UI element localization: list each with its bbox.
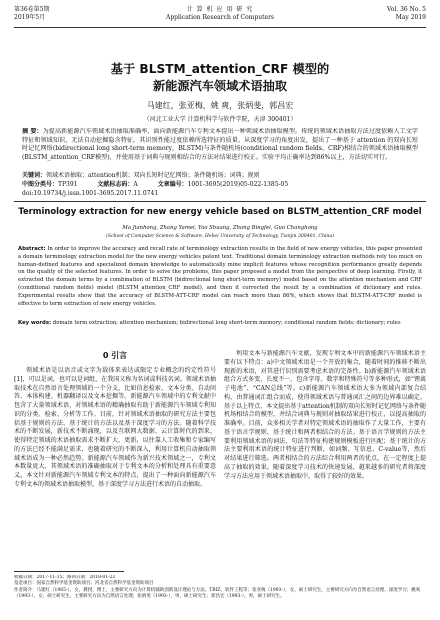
running-header — [14, 6, 426, 28]
english-abstract — [18, 246, 422, 318]
intro-paragraph: 领域术语是以语音或文字为载体来表达或限定专业概念的约定性符号[1]，可以是词，也可以是词组，在我国又称为名词或科技名词。领域术语抽取技术在自然语言处理领域的一个分支，比如信息检索、文本分类、自动问答、本体构建、机器翻译以及文本挖掘等。新能源汽车领域中的专利文献中包含了大量领域术语，对领域术语的精确抽取有助于新能源汽车领域专利知识的分类、检索、分析等工作。目前，针对领域术语抽取的研究方法主要包括基于规则的方法、基于统计的方法以及基于深度学习的方法。随着科学技术的不断发展，新技术不断涌现，以及互联网大数据、云计算时代的到来，使得特定领域的术语抽取需求不断扩大，更新，以往靠人工收集和专家编写的方法已经不能满足需求，也随着研究的不断深入，利用计算机自动抽取领域术语成为一种必然趋势。新能源汽车领域作为新兴技术领域之一，专利文本数量庞大，其领域术语的准确抽取对于专利文本的分析和处理具有重要意义。本文针对新能源汽车领域专利文本的特点，提出了一种面向新能源汽车专利文本的领域术语抽取模型，基于深度学习方法进行术语的自动抽取。 — [14, 367, 216, 488]
header-date-cn: 2019年5月 — [14, 13, 46, 21]
doi-label: doi: — [22, 190, 34, 197]
divider-rule — [14, 201, 426, 202]
english-authors: Ma Jianhong, Zhang Yamei, Yao Shuang, Zhang Bingfei, Guo Changhong — [122, 225, 318, 231]
keywords-cn — [22, 172, 418, 180]
intro-paragraph-continued: 利用文本与新能源汽车文献，发现专利文本中的新能源汽车领域术语主要有以下特点：a)中文领域术语是一个开放的集合，随着时间的推移不断出现新的术语，对其进行识别需要考虑术语的完备性。b)新能源汽车领域术语组合方式多变，长度不一，包含字母、数字和特殊符号等多种形式，如“锂离子电池”、“CAN总线”等。c)新能源汽车领域术语大多为领域内部复合结构，由普通词汇组合而成，使得领域术语与普通词汇之间的边界难以确定。基于以上特点，本文提出基于attention机制的双向长短时记忆网络与条件随机场相结合的模型，并结合词典与规则对抽取结果进行校正，以提高抽取的准确率。目前，众多相关学者对特定领域术语的抽取作了大量工作，主要有基于语言学规则、基于统计和两者相结合的方法。基于语言学规则的方法主要利用领域术语的词法、句法等特征构建规则模板进行匹配；基于统计的方法主要利用术语的统计特征进行判断，如词频、互信息、C-value等，然后对结果进行筛选。两者相结合的方法综合利用两者的优点，在一定程度上提高了抽取的效果。随着深度学习技术的快速发展，越来越多的研究者将深度学习方法应用于领域术语抽取中，取得了较好的效果。 — [224, 350, 426, 480]
header-date-en: May 2019 — [395, 13, 426, 21]
header-volume-en: Vol. 36 No. 5 — [386, 6, 426, 13]
title-line-2: 新能源汽车领域术语抽取 — [152, 79, 288, 93]
header-rule — [14, 27, 426, 28]
keywords-cn-label: 关键词： — [22, 172, 47, 179]
english-keywords-text: domain term extraction; attention mechanism; bidirectional long short-term memory; conditional random fields; dictionary; rules — [52, 320, 401, 326]
right-column — [224, 350, 426, 566]
authors-cn: 马建红，张亚梅，姚 爽，张炳斐，郭昌宏 — [146, 101, 294, 110]
english-title: Terminology extraction for new energy vehicle based on BLSTM_attention_CRF model — [18, 206, 422, 216]
doi-line — [22, 190, 418, 198]
doi-value: 10.19734/j.issn.1001-3695.2017.11.0741 — [33, 190, 159, 197]
abstract-cn-text: 为提高新能源汽车领域术语抽取准确率，面向新能源汽车专利文本提出一种领域术语抽取模型。传统的领域术语抽取方法过度依赖人工文字特征和领域知识，无法自动挖掘隐含特征，其识别性能过度依赖所选特征的质量。从深度学习的角度出发，提出了一种基于 attention 的双向长短时记忆网络(bidirectional long short-term memory，BLSTM)与条件随机场(conditional random fields，CRF)相结合的领域术语抽取模型(BLSTM_attention_CRF模型)，并使用基于词典与规则相结合的方法对结果进行校正。实验平均正确率达到86%以上，方法切实可行。 — [22, 128, 418, 162]
english-affiliation: (School of Computer Science & Software, Hebei University of Technology, Tianjin 300401, China) — [106, 234, 334, 239]
article-no-label: 文章编号： — [157, 181, 188, 188]
keywords-cn-text: 领域术语抽取；attention机制；双向长短时记忆网络；条件随机场；词典；规则 — [46, 172, 260, 179]
footnote-rule — [14, 571, 124, 572]
abstract-cn-label: 摘 要： — [22, 128, 43, 135]
footnote-received: 收稿日期：2017-11-15；修回日期：2018-01-22 — [14, 575, 116, 580]
journal-name-en: Application Research of Computers — [165, 13, 275, 21]
english-abstract-label: Abstract: — [18, 246, 46, 252]
journal-name-cn: 计 算 机 应 用 研 究 — [186, 6, 254, 13]
english-abstract-text: In order to improve the accuracy and recall rate of terminology extraction results in the field of new energy vehicles, this paper presented a domain terminology extraction model for the new energy vehicles patent text. Traditional domain terminology extraction methods rely too much on human-defined features and specialized domain knowledge to automatically mine implicit features whose recognition performance greatly depends on the quality of the selected features. In order to solve the problems, this paper proposed a model from the perspective of deep learning. Firstly, it extracted the domain terms by a combination of BLSTM (bidirectional long short-term memory) model based on the attention mechanism and CRF (conditional random fields) model (BLSTM_attention_CRF model), and then it corrected the result by a combination of dictionary and rules. Experimental results show that the accuracy of BLSTM-ATT-CRF model can reach more than 86%, which shows that BLSTM-ATT-CRF model is effective to term extraction of new energy vehicles. — [18, 246, 422, 307]
english-keywords-label: Key words: — [18, 320, 52, 326]
clc-value: TP391 — [58, 181, 78, 188]
paper-title — [20, 61, 420, 95]
title-line-1: 基于 BLSTM_attention_CRF 模型的 — [110, 62, 330, 76]
clc-label: 中图分类号： — [22, 181, 59, 188]
doc-code-value: A — [133, 181, 138, 188]
doc-code-label: 文献标志码： — [97, 181, 134, 188]
article-no-value: 1001-3695(2019)05-022-1385-05 — [187, 181, 289, 188]
section-heading-introduction: 0 引言 — [102, 351, 128, 360]
english-keywords — [18, 320, 422, 328]
footnote-bio: 作者简介：马建红（1965-），女，教授，博士，主要研究方向为计算机辅助创新设计理论与方法、TRIZ、软件工程等；张亚梅（1993-），女，硕士研究生，主要研究方向为自然语言处理、深度学习；姚爽（1993-），女，硕士研究生，主要研究方向为自然语言处理；张炳斐（1993-），男，硕士研究生；郭昌宏（1993-），男，硕士研究生。 — [14, 587, 421, 600]
abstract-cn — [22, 128, 418, 173]
header-volume-cn: 第36卷第5期 — [14, 6, 50, 13]
header-right — [316, 6, 426, 21]
classification-line — [22, 181, 418, 189]
left-column — [14, 350, 216, 566]
footnote — [14, 575, 426, 619]
footnote-fund: 基金项目：国家自然科学基金资助项目；河北省自然科学基金资助项目 — [14, 581, 154, 587]
affiliation-cn: （河北工业大学 计算机科学与软件学院，天津 300401） — [143, 116, 297, 123]
